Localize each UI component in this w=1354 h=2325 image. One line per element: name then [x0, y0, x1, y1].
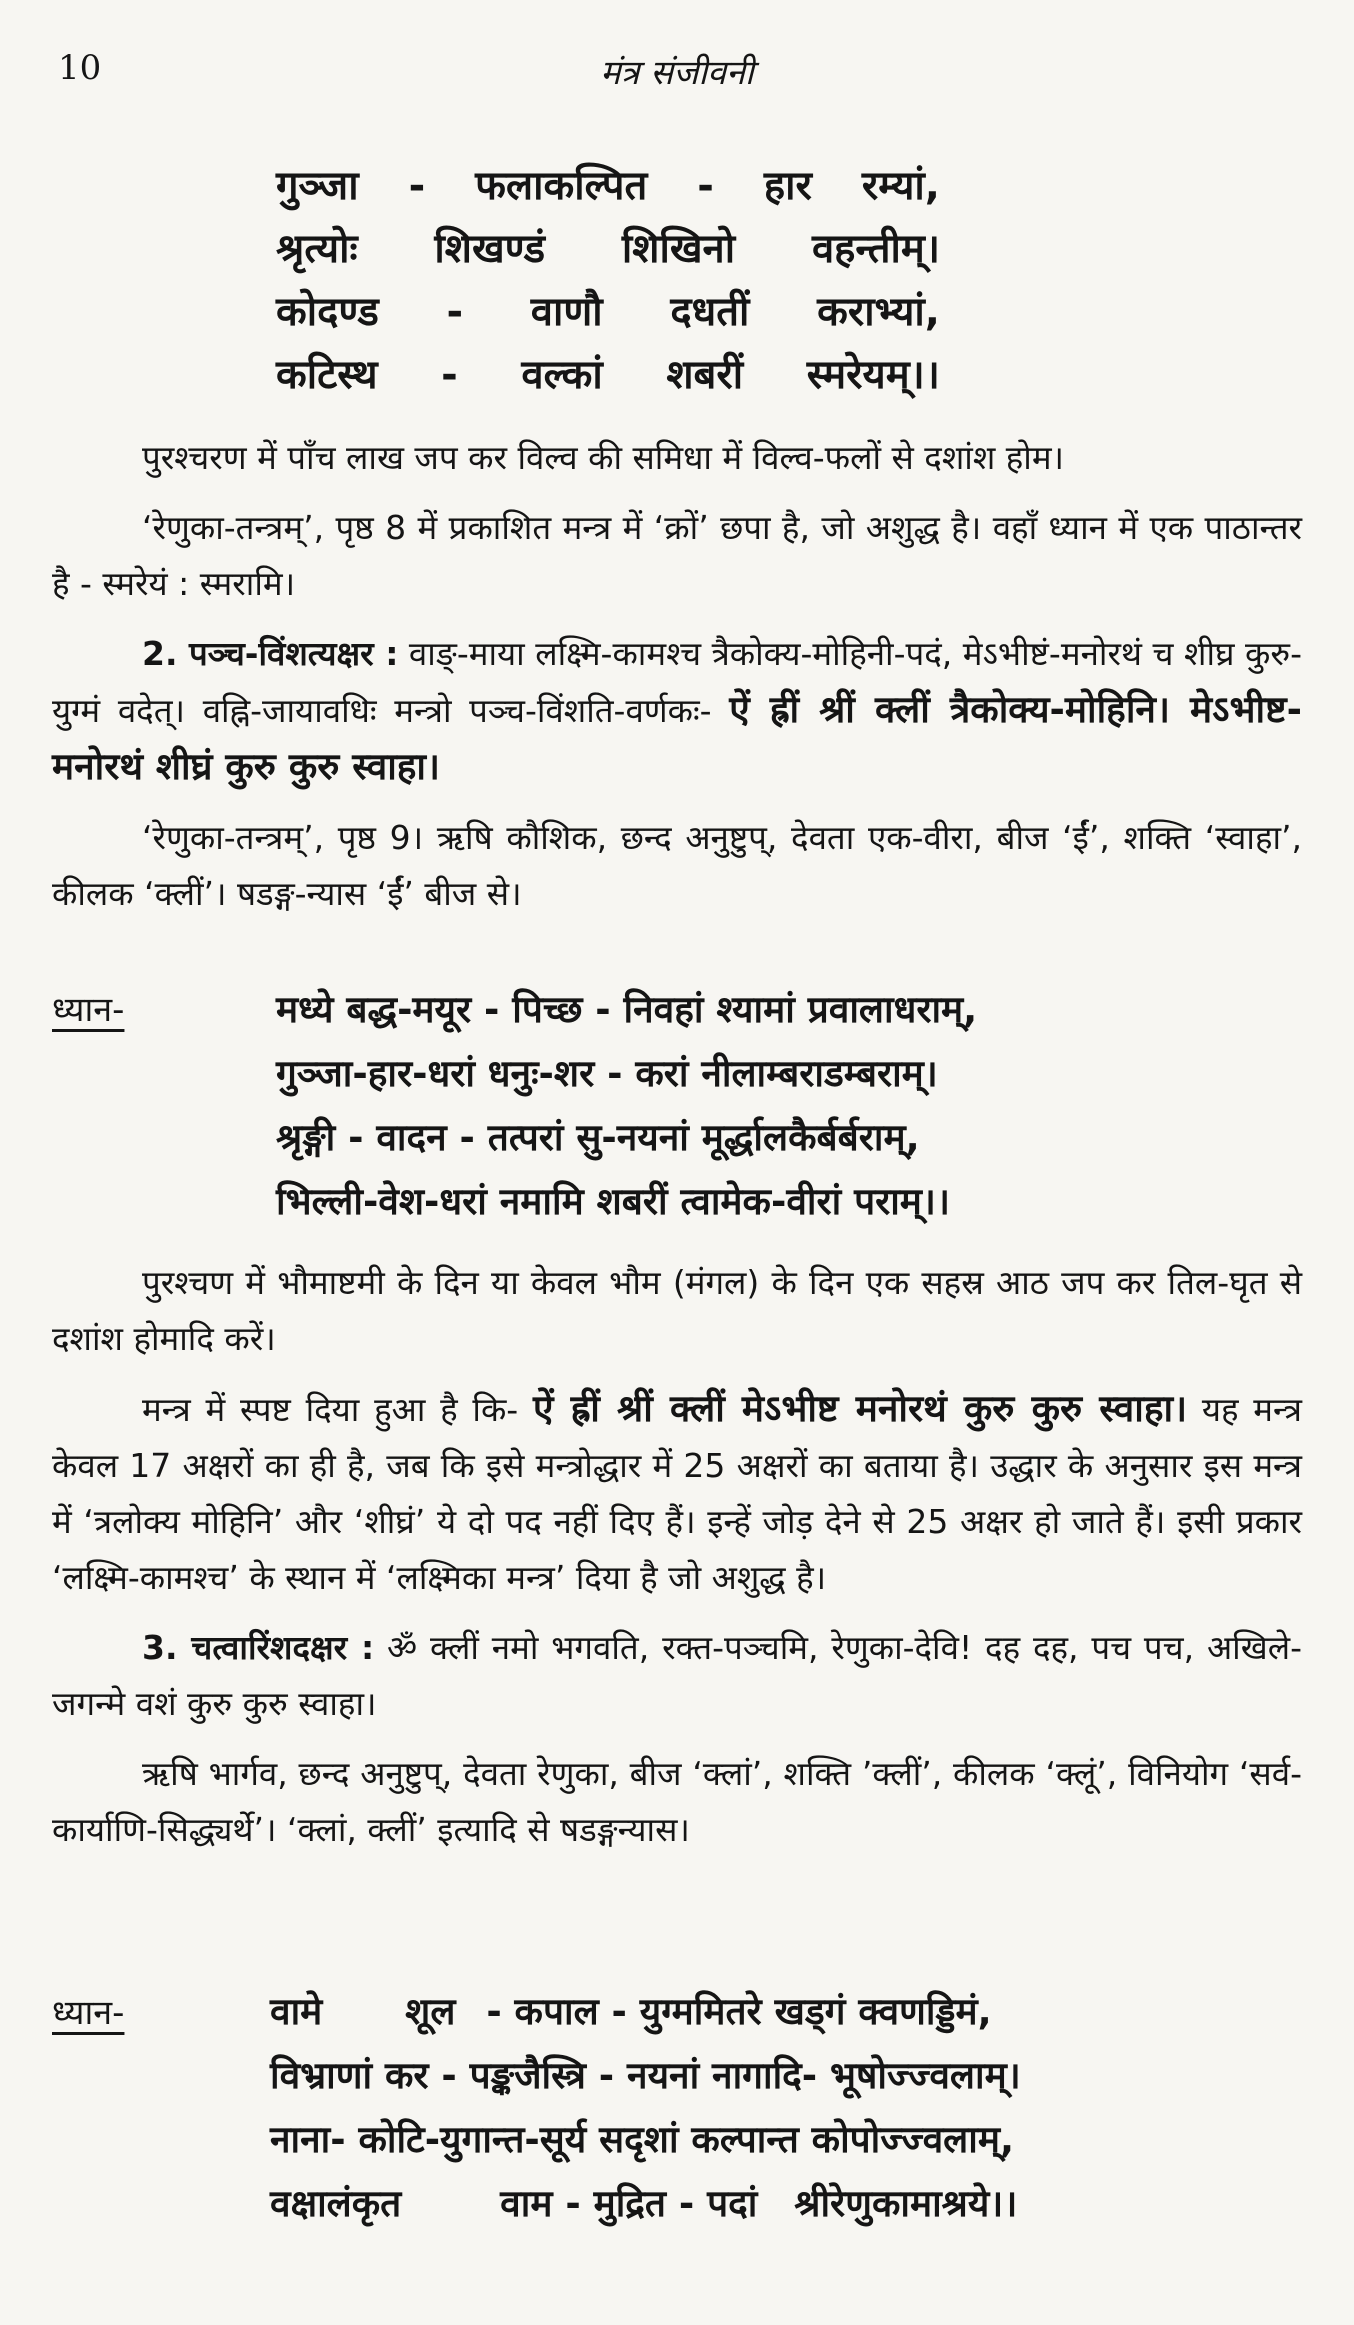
verse-word: फलाकल्पित — [475, 163, 648, 209]
verse-line: विभ्राणां कर - पङ्कजैस्त्रि - नयनां नागादि- भूषोज्ज्वलाम्। — [270, 2054, 1021, 2097]
verse-line — [276, 218, 940, 281]
verse-word: कटिस्थ — [276, 352, 378, 398]
verse-line — [270, 2172, 1270, 2236]
paragraph — [52, 1381, 1302, 1606]
paragraph-text: ॐ क्लीं नमो भगवति, रक्त-पञ्चमि, रेणुका-देवि! दह दह, पच पच, अखिले-जगन्मे वशं कुरु कुरु स्वाहा। — [52, 1628, 1302, 1723]
verse-word: शबरीं — [666, 352, 744, 398]
verse-line — [276, 281, 940, 344]
verse-word: दधतीं — [670, 289, 750, 335]
running-title: मंत्र संजीवनी — [600, 53, 754, 93]
verse-line: गुञ्जा-हार-धरां धनुः-शर - करां नीलाम्बराडम्बराम्। — [276, 1052, 938, 1095]
paragraph: ‘रेणुका-तन्त्रम्’, पृष्ठ 8 में प्रकाशित मन्त्र में ‘क्रों’ छपा है, जो अशुद्ध है। वहाँ ध्यान में एक पाठान्तर है - स्मरेयं : स्मरामि। — [52, 508, 1302, 603]
verse-word: वक्षालंकृत — [270, 2182, 402, 2225]
verse-word: वहन्तीम्। — [811, 226, 940, 272]
mantra-text: ऐं ह्रीं श्रीं क्लीं त्रैकोक्य-मोहिनि। मेऽभीष्ट-मनोरथं शीघ्रं कुरु कुरु स्वाहा। — [52, 688, 1302, 788]
dhyan-label: ध्यान- — [52, 990, 125, 1030]
verse-word: वल्कां — [521, 352, 603, 398]
paragraph-text: मन्त्र में स्पष्ट दिया हुआ है कि- — [142, 1390, 533, 1429]
dhyan-label: ध्यान- — [52, 1993, 125, 2033]
text-block-2 — [52, 1255, 1302, 1858]
paragraph: पुरश्चरण में पाँच लाख जप कर विल्व की समिधा में विल्व-फलों से दशांश होम। — [142, 438, 1065, 477]
verse-word: वाम - मुद्रित - पदां — [500, 2182, 758, 2225]
verse-word: - — [441, 352, 458, 398]
verse-line — [276, 155, 940, 218]
verse-word: श्रीरेणुकामाश्रये।। — [794, 2182, 1018, 2225]
verse-word: - — [408, 163, 426, 209]
paragraph — [52, 626, 1302, 796]
page-number: 10 — [58, 48, 102, 88]
verse-line: भिल्ली-वेश-धरां नमामि शबरीं त्वामेक-वीरां पराम्।। — [276, 1180, 950, 1223]
section-heading: 3. चत्वारिंशदक्षर : — [142, 1628, 375, 1667]
verse-line: मध्ये बद्ध-मयूर - पिच्छ - निवहां श्यामां प्रवालाधराम्, — [276, 988, 978, 1031]
verse-line: नाना- कोटि-युगान्त-सूर्य सदृशां कल्पान्त कोपोज्ज्वलाम्, — [270, 2118, 1015, 2161]
verse-word: स्मरेयम्।। — [806, 352, 940, 398]
verse-word: - — [697, 163, 714, 209]
verse-word: शिखिनो — [621, 226, 736, 272]
mantra-text: ऐं ह्रीं श्रीं क्लीं मेऽभीष्ट मनोरथं कुरु कुरु स्वाहा। — [532, 1387, 1188, 1430]
verse-line: श्रृङ्गी - वादन - तत्परां सु-नयनां मूर्द्धालकैर्बर्बराम्, — [276, 1116, 920, 1159]
verse-word: कराभ्यां, — [817, 289, 940, 335]
verse-word: वाणौ — [530, 289, 603, 335]
verse-word: गुञ्जा — [276, 163, 359, 209]
verse-word: श्रृत्योः — [276, 226, 358, 272]
verse-line — [276, 344, 940, 407]
page-header — [0, 48, 1354, 98]
text-block-1 — [52, 430, 1302, 922]
verse-word: रम्यां, — [861, 163, 940, 209]
verse-word: शूल — [405, 1990, 456, 2033]
verse-word: शिखण्डं — [434, 226, 546, 272]
verse-word: कोदण्ड — [276, 289, 379, 335]
section-heading: 2. पञ्च-विंशत्यक्षर : — [142, 634, 399, 673]
paragraph-text: यह मन्त्र केवल 17 अक्षरों का ही है, जब कि इसे मन्त्रोद्धार में 25 अक्षरों का बताया है। उद्धार के अनुसार इस मन्त्र में ‘त्रलोक्य मोहिनि’ और ‘शीघ्रं’ ये दो पद नहीं दिए हैं। इन्हें जोड़ देने से 25 अक्षर हो जाते हैं। इसी प्रकार ‘लक्ष्मि-कामश्च’ के स्थान में ‘लक्ष्मिका मन्त्र’ दिया है जो अशुद्ध है। — [52, 1390, 1302, 1597]
verse-word: - कपाल - युग्ममितरे खड्गं क्वणड्डिमं, — [486, 1990, 992, 2033]
verse-line — [270, 1980, 1270, 2044]
verse-word: - — [446, 289, 464, 335]
verse-word: वामे — [270, 1990, 323, 2033]
paragraph: ऋषि भार्गव, छन्द अनुष्टुप्, देवता रेणुका, बीज ‘क्लां’, शक्ति ’क्लीं’, कीलक ‘क्लूं’, विनियोग ‘सर्व-कार्याणि-सिद्ध्यर्थे’। ‘क्लां, क्लीं’ इत्यादि से षडङ्गन्यास। — [52, 1754, 1302, 1849]
paragraph: ‘रेणुका-तन्त्रम्’, पृष्ठ 9। ऋषि कौशिक, छन्द अनुष्टुप्, देवता एक-वीरा, बीज ‘ईं’, शक्ति ‘स्वाहा’, कीलक ‘क्लीं’। षडङ्ग-न्यास ‘ईं’ बीज से। — [52, 818, 1302, 913]
dhyan-verse-1 — [276, 978, 1296, 1234]
paragraph — [52, 1620, 1302, 1732]
paragraph: पुरश्चण में भौमाष्टमी के दिन या केवल भौम (मंगल) के दिन एक सहस्र आठ जप कर तिल-घृत से दशांश होमादि करें। — [52, 1263, 1302, 1358]
verse-word: हार — [763, 163, 812, 209]
dhyan-verse-2 — [270, 1980, 1270, 2236]
paragraph-text: वाङ्-माया लक्ष्मि-कामश्च त्रैकोक्य-मोहिनी-पदं, मेऽभीष्टं-मनोरथं च शीघ्र कुरु-युग्मं वदेत्। वह्नि-जायावधिः मन्त्रो पञ्च-विंशति-वर्णकः- — [52, 634, 1302, 730]
verse-1 — [276, 155, 940, 407]
